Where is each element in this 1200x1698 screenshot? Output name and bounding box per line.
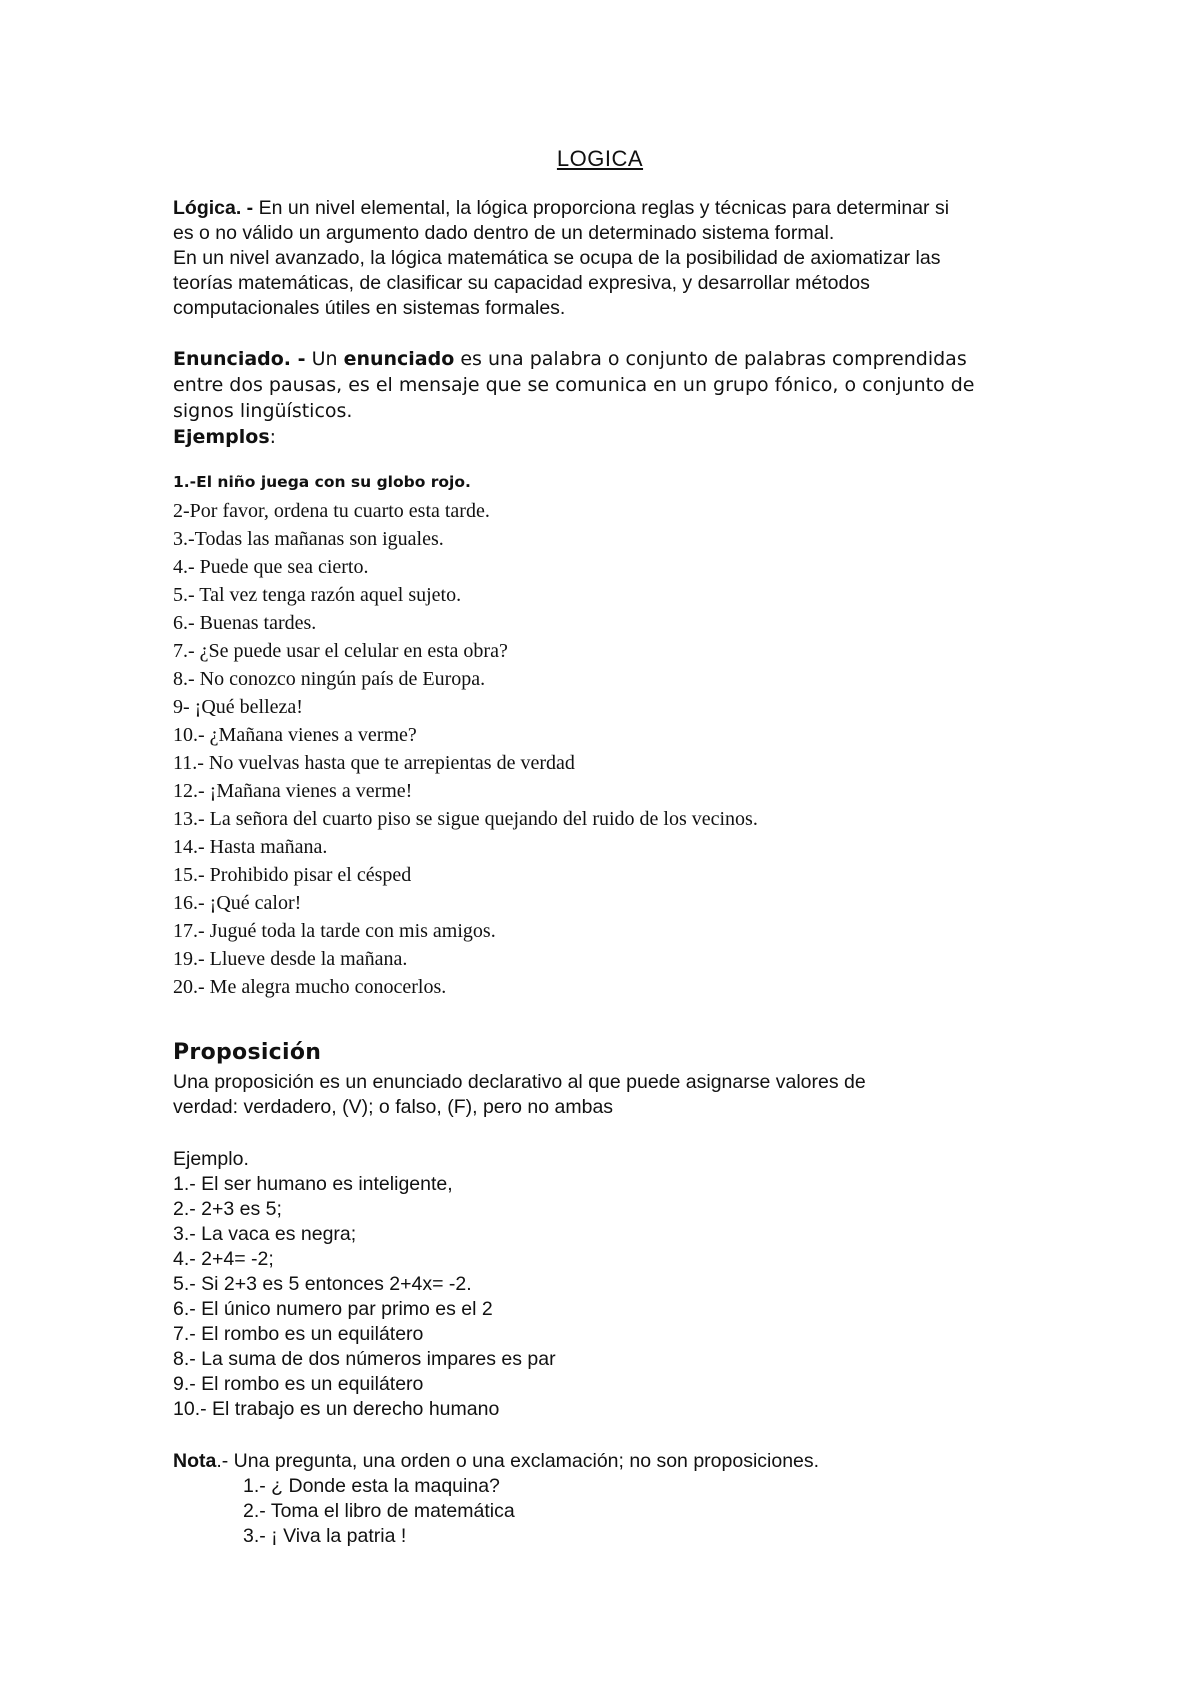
enunciado-line-3: signos lingüísticos. <box>173 400 353 422</box>
proposicion-definition <box>173 1070 1053 1120</box>
enunciado-example-item: 15.- Prohibido pisar el césped <box>173 864 412 886</box>
enunciado-example-item: 16.- ¡Qué calor! <box>173 892 302 914</box>
enunciado-example-item: 19.- Llueve desde la mañana. <box>173 948 408 970</box>
nota-term: Nota <box>173 1450 217 1472</box>
proposicion-example-item: 10.- El trabajo es un derecho humano <box>173 1398 500 1420</box>
page-title: LOGICA <box>556 146 644 171</box>
enunciado-example-item: 4.- Puede que sea cierto. <box>173 556 369 578</box>
logica-line-1: Lógica. - En un nivel elemental, la lógica proporciona reglas y técnicas para determinar si <box>173 197 950 219</box>
enunciado-example-item: 5.- Tal vez tenga razón aquel sujeto. <box>173 584 462 606</box>
enunciado-examples-list <box>173 497 1053 1001</box>
enunciado-example-item: 10.- ¿Mañana vienes a verme? <box>173 724 417 746</box>
enunciado-example-item: 3.-Todas las mañanas son iguales. <box>173 528 444 550</box>
proposicion-line-2: verdad: verdadero, (V); o falso, (F), pero no ambas <box>173 1096 614 1118</box>
proposicion-example-item: 5.- Si 2+3 es 5 entonces 2+4x= -2. <box>173 1273 472 1295</box>
nota-item: 1.- ¿ Donde esta la maquina? <box>243 1475 500 1497</box>
proposicion-heading: Proposición <box>173 1040 322 1065</box>
enunciado-line-1: Enunciado. - Un enunciado es una palabra o conjunto de palabras comprendidas <box>173 348 967 370</box>
proposicion-example-item: 3.- La vaca es negra; <box>173 1223 357 1245</box>
logica-line-5: computacionales útiles en sistemas formales. <box>173 297 566 319</box>
proposicion-example-item: 1.- El ser humano es inteligente, <box>173 1173 453 1195</box>
enunciado-example-item: 12.- ¡Mañana vienes a verme! <box>173 780 413 802</box>
proposicion-example-label: Ejemplo. <box>173 1148 249 1170</box>
enunciado-example-item: 17.- Jugué toda la tarde con mis amigos. <box>173 920 496 942</box>
enunciado-example-item: 2-Por favor, ordena tu cuarto esta tarde. <box>173 500 490 522</box>
nota-item: 2.- Toma el libro de matemática <box>243 1500 515 1522</box>
enunciado-example-item: 9- ¡Qué belleza! <box>173 696 303 718</box>
proposicion-line-1: Una proposición es un enunciado declarativo al que puede asignarse valores de <box>173 1071 866 1093</box>
enunciado-example-item: 7.- ¿Se puede usar el celular en esta obra? <box>173 640 508 662</box>
proposicion-examples-list <box>173 1172 1053 1422</box>
enunciado-example-item: 8.- No conozco ningún país de Europa. <box>173 668 486 690</box>
proposicion-example-item: 6.- El único numero par primo es el 2 <box>173 1298 493 1320</box>
proposicion-example-item: 7.- El rombo es un equilátero <box>173 1323 424 1345</box>
logica-line-3: En un nivel avanzado, la lógica matemática se ocupa de la posibilidad de axiomatizar las <box>173 247 941 269</box>
nota-line: Nota.- Una pregunta, una orden o una exclamación; no son proposiciones. <box>173 1450 820 1472</box>
logica-line-2: es o no válido un argumento dado dentro de un determinado sistema formal. <box>173 222 835 244</box>
enunciado-example-item: 13.- La señora del cuarto piso se sigue quejando del ruido de los vecinos. <box>173 808 758 830</box>
nota-section <box>173 1449 1053 1549</box>
logica-definition <box>173 196 1053 321</box>
proposicion-example-item: 4.- 2+4= -2; <box>173 1248 274 1270</box>
proposicion-example-item: 2.- 2+3 es 5; <box>173 1198 282 1220</box>
enunciado-definition <box>173 346 1053 450</box>
nota-item: 3.- ¡ Viva la patria ! <box>243 1525 407 1547</box>
proposicion-example-item: 8.- La suma de dos números impares es par <box>173 1348 556 1370</box>
enunciado-example-item: 14.- Hasta mañana. <box>173 836 328 858</box>
enunciado-example-item: 11.- No vuelvas hasta que te arrepientas de verdad <box>173 752 575 774</box>
enunciado-example-item: 20.- Me alegra mucho conocerlos. <box>173 976 447 998</box>
enunciado-line-2: entre dos pausas, es el mensaje que se comunica en un grupo fónico, o conjunto de <box>173 374 975 396</box>
proposicion-example-item: 9.- El rombo es un equilátero <box>173 1373 424 1395</box>
logica-term: Lógica. - <box>173 197 254 219</box>
enunciado-term: Enunciado. - <box>173 348 306 370</box>
enunciado-bold-word: enunciado <box>343 348 455 370</box>
enunciado-example-item: 6.- Buenas tardes. <box>173 612 317 634</box>
enunciado-example-1: 1.-El niño juega con su globo rojo. <box>173 473 471 491</box>
logica-line-4: teorías matemáticas, de clasificar su capacidad expresiva, y desarrollar métodos <box>173 272 870 294</box>
examples-label: Ejemplos: <box>173 426 277 448</box>
